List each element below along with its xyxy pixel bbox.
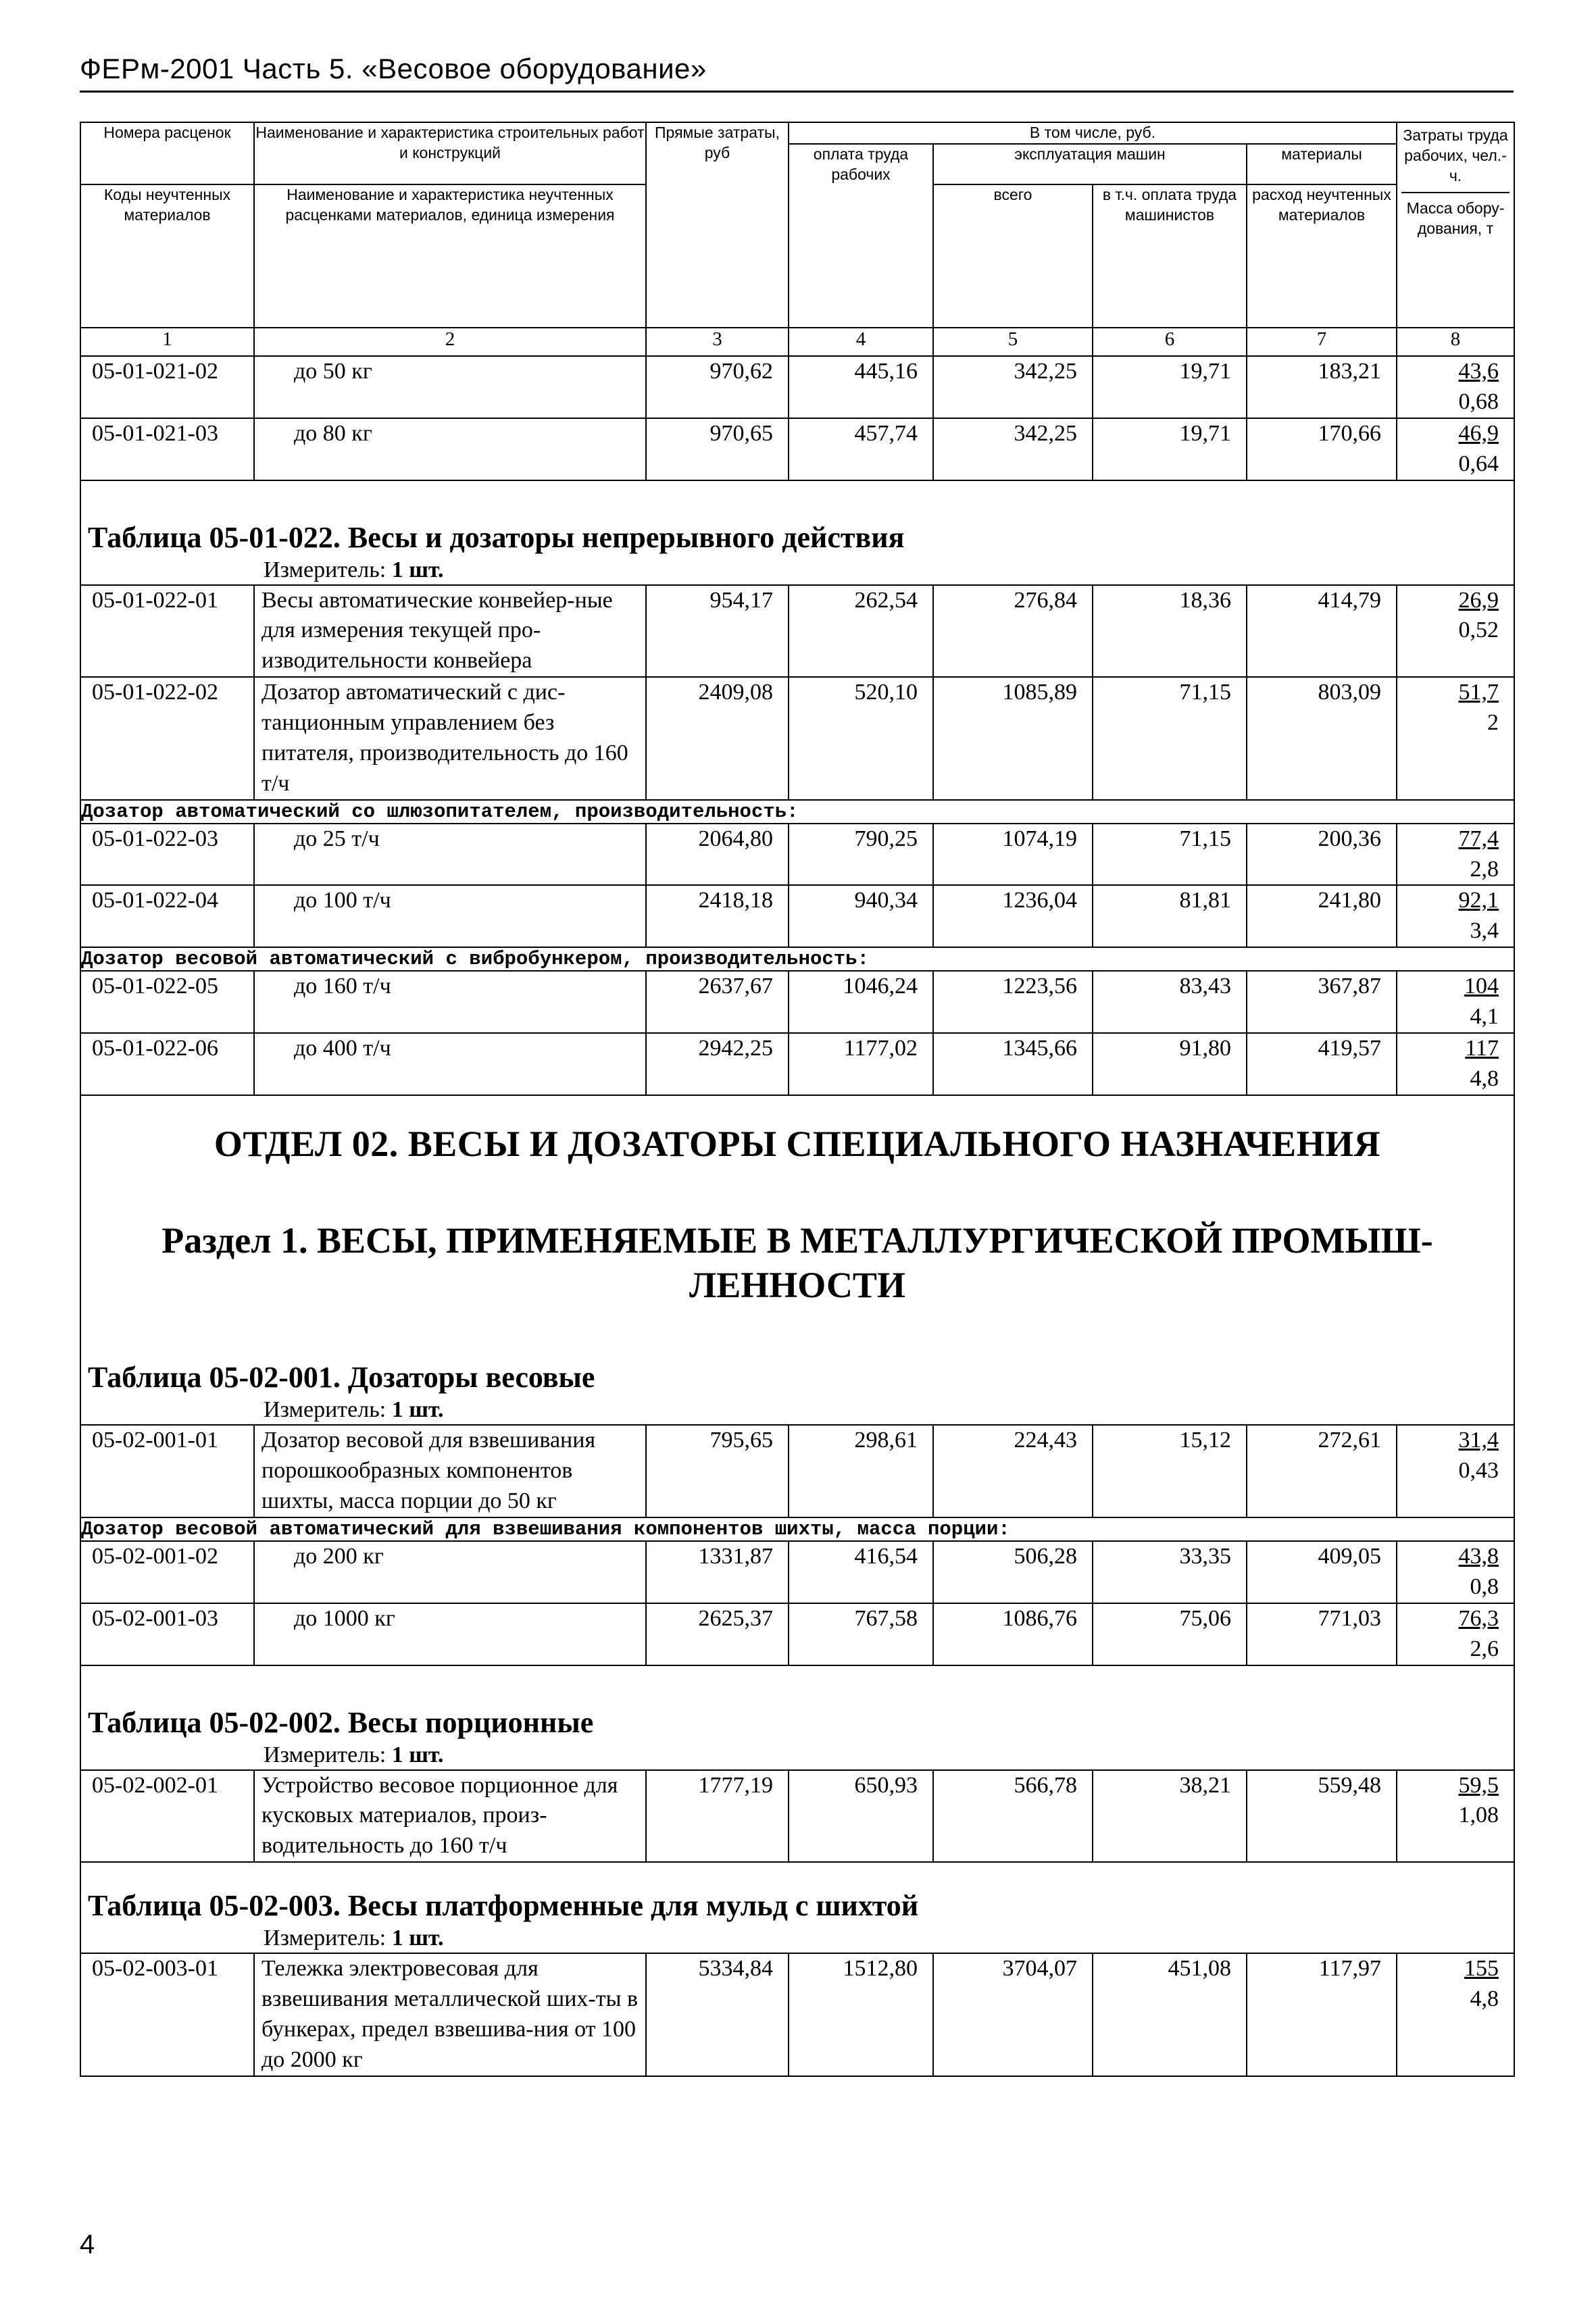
machinist-pay: 38,21 [1093,1770,1247,1863]
header-vsego: всего [933,184,1093,328]
subheading: Дозатор автоматический со шлюзопитателем, производительность: [80,800,1514,824]
labor-pay: 262,54 [789,585,933,678]
direct-cost: 795,65 [646,1425,789,1517]
labor-hours: 104 [1464,974,1499,999]
rate-code: 05-02-001-02 [80,1541,254,1603]
rate-desc: Тележка электровесовая для взвешивания металлической ших-ты в бункерах, предел взвешива-ния от 100 до 2000 кг [254,1953,646,2076]
labor-hours: 155 [1464,1956,1499,1982]
table-title-row [80,1665,1514,1770]
table-row [80,1770,1514,1863]
equipment-mass: 4,1 [1470,1004,1499,1029]
direct-cost: 954,17 [646,585,789,678]
labor-mass [1397,971,1514,1033]
labor-mass [1397,885,1514,947]
labor-pay: 457,74 [789,418,933,480]
machine-total: 1223,56 [933,971,1093,1033]
header-kody: Коды неучтенных материалов [80,184,254,328]
machinist-pay: 19,71 [1093,356,1247,418]
header-ekspl: эксплуатация машин [933,144,1247,184]
materials: 419,57 [1247,1033,1397,1095]
materials: 559,48 [1247,1770,1397,1863]
materials: 409,05 [1247,1541,1397,1603]
labor-pay: 520,10 [789,677,933,800]
direct-cost: 1331,87 [646,1541,789,1603]
column-numbers-row [80,328,1514,356]
labor-hours: 59,5 [1458,1772,1499,1798]
table-row [80,1033,1514,1095]
measure-unit [81,557,1514,584]
machinist-pay: 15,12 [1093,1425,1247,1517]
rate-code: 05-01-022-05 [80,971,254,1033]
equipment-mass: 0,64 [1458,451,1499,476]
labor-mass [1397,585,1514,678]
header-vtch: в т.ч. оплата труда машинистов [1093,184,1247,328]
table-row [80,677,1514,800]
section-heading: Раздел 1. ВЕСЫ, ПРИМЕНЯЕМЫЕ В МЕТАЛЛУРГИЧЕСКОЙ ПРОМЫШ-ЛЕННОСТИ [161,1219,1433,1305]
colnum-8: 8 [1397,328,1514,356]
direct-cost: 2625,37 [646,1603,789,1665]
machine-total: 3704,07 [933,1953,1093,2076]
labor-hours: 43,8 [1458,1544,1499,1569]
colnum-2: 2 [254,328,646,356]
materials: 241,80 [1247,885,1397,947]
rate-desc: до 80 кг [254,418,646,480]
machine-total: 1085,89 [933,677,1093,800]
labor-hours: 26,9 [1458,587,1499,613]
materials: 771,03 [1247,1603,1397,1665]
running-head: ФЕРм-2001 Часть 5. «Весовое оборудование» [80,53,707,84]
labor-hours: 76,3 [1458,1605,1499,1631]
labor-mass [1397,356,1514,418]
machinist-pay: 451,08 [1093,1953,1247,2076]
header-nomera: Номера расценок [80,122,254,184]
machinist-pay: 75,06 [1093,1603,1247,1665]
rates-table [80,122,1515,2077]
materials: 183,21 [1247,356,1397,418]
direct-cost: 2637,67 [646,971,789,1033]
direct-cost: 1777,19 [646,1770,789,1863]
labor-pay: 790,25 [789,824,933,886]
labor-hours: 31,4 [1458,1428,1499,1453]
materials: 117,97 [1247,1953,1397,2076]
colnum-6: 6 [1093,328,1247,356]
equipment-mass: 2,8 [1470,856,1499,882]
header-naim2: Наименование и характеристика неучтенных расценками материалов, единица измерения [254,184,646,328]
table-title-row [80,480,1514,585]
rate-desc: до 200 кг [254,1541,646,1603]
measure-unit [81,1397,1514,1424]
machine-total: 506,28 [933,1541,1093,1603]
labor-hours: 92,1 [1458,888,1499,913]
labor-pay: 767,58 [789,1603,933,1665]
header-zatraty-text: Затраты труда рабочих, чел.-ч. [1401,126,1510,193]
colnum-4: 4 [789,328,933,356]
table-header-row-1 [80,122,1514,144]
direct-cost: 5334,84 [646,1953,789,2076]
rate-code: 05-01-022-01 [80,585,254,678]
equipment-mass: 2,6 [1470,1636,1499,1661]
labor-hours: 46,9 [1458,420,1499,446]
rate-code: 05-02-003-01 [80,1953,254,2076]
table-row [80,1541,1514,1603]
measure-value: 1 шт. [391,1926,444,1951]
table-row [80,418,1514,480]
equipment-mass: 1,08 [1458,1803,1499,1828]
labor-mass [1397,418,1514,480]
machinist-pay: 83,43 [1093,971,1247,1033]
table-row [80,1953,1514,2076]
labor-mass [1397,677,1514,800]
machinist-pay: 19,71 [1093,418,1247,480]
rate-desc: до 50 кг [254,356,646,418]
machine-total: 1345,66 [933,1033,1093,1095]
subheading-row [80,1517,1514,1541]
table-row [80,1603,1514,1665]
machinist-pay: 91,80 [1093,1033,1247,1095]
measure-value: 1 шт. [391,1397,444,1423]
colnum-7: 7 [1247,328,1397,356]
table-title-05-01-022: Таблица 05-01-022. Весы и дозаторы непрерывного действия [88,520,905,554]
machine-total: 342,25 [933,356,1093,418]
rate-code: 05-01-022-06 [80,1033,254,1095]
equipment-mass: 4,8 [1470,1065,1499,1091]
machine-total: 1086,76 [933,1603,1093,1665]
machinist-pay: 33,35 [1093,1541,1247,1603]
labor-pay: 940,34 [789,885,933,947]
rate-code: 05-01-021-02 [80,356,254,418]
table-row [80,824,1514,886]
department-heading: ОТДЕЛ 02. ВЕСЫ И ДОЗАТОРЫ СПЕЦИАЛЬНОГО НАЗНАЧЕНИЯ [214,1123,1381,1164]
labor-mass [1397,1541,1514,1603]
labor-mass [1397,1770,1514,1863]
equipment-mass: 3,4 [1470,918,1499,944]
labor-hours: 43,6 [1458,359,1499,384]
measure-label: Измеритель: [264,1397,386,1423]
colnum-3: 3 [646,328,789,356]
direct-cost: 2942,25 [646,1033,789,1095]
measure-value: 1 шт. [391,557,444,582]
materials: 272,61 [1247,1425,1397,1517]
labor-pay: 1512,80 [789,1953,933,2076]
direct-cost: 2418,18 [646,885,789,947]
measure-label: Измеритель: [264,557,386,582]
table-title-05-02-001: Таблица 05-02-001. Дозаторы весовые [88,1361,595,1394]
subheading-row [80,800,1514,824]
machine-total: 566,78 [933,1770,1093,1863]
measure-value: 1 шт. [391,1742,444,1767]
labor-mass [1397,1953,1514,2076]
header-v-tom-chisle: В том числе, руб. [789,122,1397,144]
header-materialy: материалы [1247,144,1397,184]
rate-code: 05-02-002-01 [80,1770,254,1863]
table-title-row [80,1321,1514,1425]
labor-pay: 1046,24 [789,971,933,1033]
equipment-mass: 0,43 [1458,1458,1499,1484]
rate-code: 05-02-001-03 [80,1603,254,1665]
rate-desc: до 25 т/ч [254,824,646,886]
direct-cost: 2064,80 [646,824,789,886]
header-rule [80,91,1514,93]
labor-pay: 650,93 [789,1770,933,1863]
labor-pay: 416,54 [789,1541,933,1603]
machine-total: 1074,19 [933,824,1093,886]
header-pryamye: Прямые затраты, руб [646,122,789,328]
measure-label: Измеритель: [264,1926,386,1951]
table-title-05-02-002: Таблица 05-02-002. Весы порционные [88,1705,594,1739]
rate-desc: Весы автоматические конвейер-ные для измерения текущей про-изводительности конвейера [254,585,646,678]
measure-label: Измеритель: [264,1742,386,1767]
colnum-1: 1 [80,328,254,356]
header-oplata: оплата труда рабочих [789,144,933,328]
header-rashod: расход неучтенных материалов [1247,184,1397,328]
machinist-pay: 18,36 [1093,585,1247,678]
machinist-pay: 71,15 [1093,824,1247,886]
table-row [80,356,1514,418]
materials: 803,09 [1247,677,1397,800]
subheading-row [80,947,1514,971]
rate-desc: до 1000 кг [254,1603,646,1665]
table-row [80,1425,1514,1517]
rate-code: 05-01-022-03 [80,824,254,886]
table-title-05-02-003: Таблица 05-02-003. Весы платформенные для мульд с шихтой [88,1889,919,1923]
rate-desc: Устройство весовое порционное для кусковых материалов, произ-водительность до 160 т/ч [254,1770,646,1863]
equipment-mass: 0,8 [1470,1574,1499,1599]
machinist-pay: 81,81 [1093,885,1247,947]
machine-total: 1236,04 [933,885,1093,947]
rate-desc: до 100 т/ч [254,885,646,947]
measure-unit [81,1742,1514,1769]
machine-total: 342,25 [933,418,1093,480]
header-naim1: Наименование и характеристика строительных работ и конструкций [254,122,646,184]
equipment-mass: 4,8 [1470,1986,1499,2011]
subheading: Дозатор весовой автоматический для взвешивания компонентов шихты, масса порции: [80,1517,1514,1541]
labor-pay: 445,16 [789,356,933,418]
colnum-5: 5 [933,328,1093,356]
materials: 367,87 [1247,971,1397,1033]
rate-desc: Дозатор автоматический с дис-танционным управлением без питателя, производительность до 160 т/ч [254,677,646,800]
rates-table-frame [80,122,1514,2077]
rate-code: 05-01-021-03 [80,418,254,480]
labor-mass [1397,1603,1514,1665]
machinist-pay: 71,15 [1093,677,1247,800]
header-zatraty [1397,122,1514,328]
labor-mass [1397,1425,1514,1517]
labor-mass [1397,1033,1514,1095]
rate-code: 05-02-001-01 [80,1425,254,1517]
labor-hours: 77,4 [1458,826,1499,851]
materials: 170,66 [1247,418,1397,480]
page-number: 4 [80,2230,95,2259]
rate-desc: до 160 т/ч [254,971,646,1033]
equipment-mass: 0,52 [1458,618,1499,643]
subheading: Дозатор весовой автоматический с вибробункером, производительность: [80,947,1514,971]
department-heading-row [80,1095,1514,1322]
table-row [80,971,1514,1033]
labor-hours: 51,7 [1458,680,1499,705]
equipment-mass: 2 [1487,710,1499,735]
direct-cost: 970,65 [646,418,789,480]
equipment-mass: 0,68 [1458,388,1499,414]
machine-total: 224,43 [933,1425,1093,1517]
table-row [80,585,1514,678]
table-title-row [80,1862,1514,1953]
rate-desc: до 400 т/ч [254,1033,646,1095]
direct-cost: 970,62 [646,356,789,418]
header-massa-text: Масса обору-дования, т [1406,199,1505,237]
rate-code: 05-01-022-04 [80,885,254,947]
labor-pay: 1177,02 [789,1033,933,1095]
direct-cost: 2409,08 [646,677,789,800]
machine-total: 276,84 [933,585,1093,678]
rate-desc: Дозатор весовой для взвешивания порошкообразных компонентов шихты, масса порции до 50 кг [254,1425,646,1517]
table-row [80,885,1514,947]
materials: 414,79 [1247,585,1397,678]
labor-mass [1397,824,1514,886]
materials: 200,36 [1247,824,1397,886]
measure-unit [81,1926,1514,1953]
labor-hours: 117 [1465,1035,1499,1061]
rate-code: 05-01-022-02 [80,677,254,800]
labor-pay: 298,61 [789,1425,933,1517]
